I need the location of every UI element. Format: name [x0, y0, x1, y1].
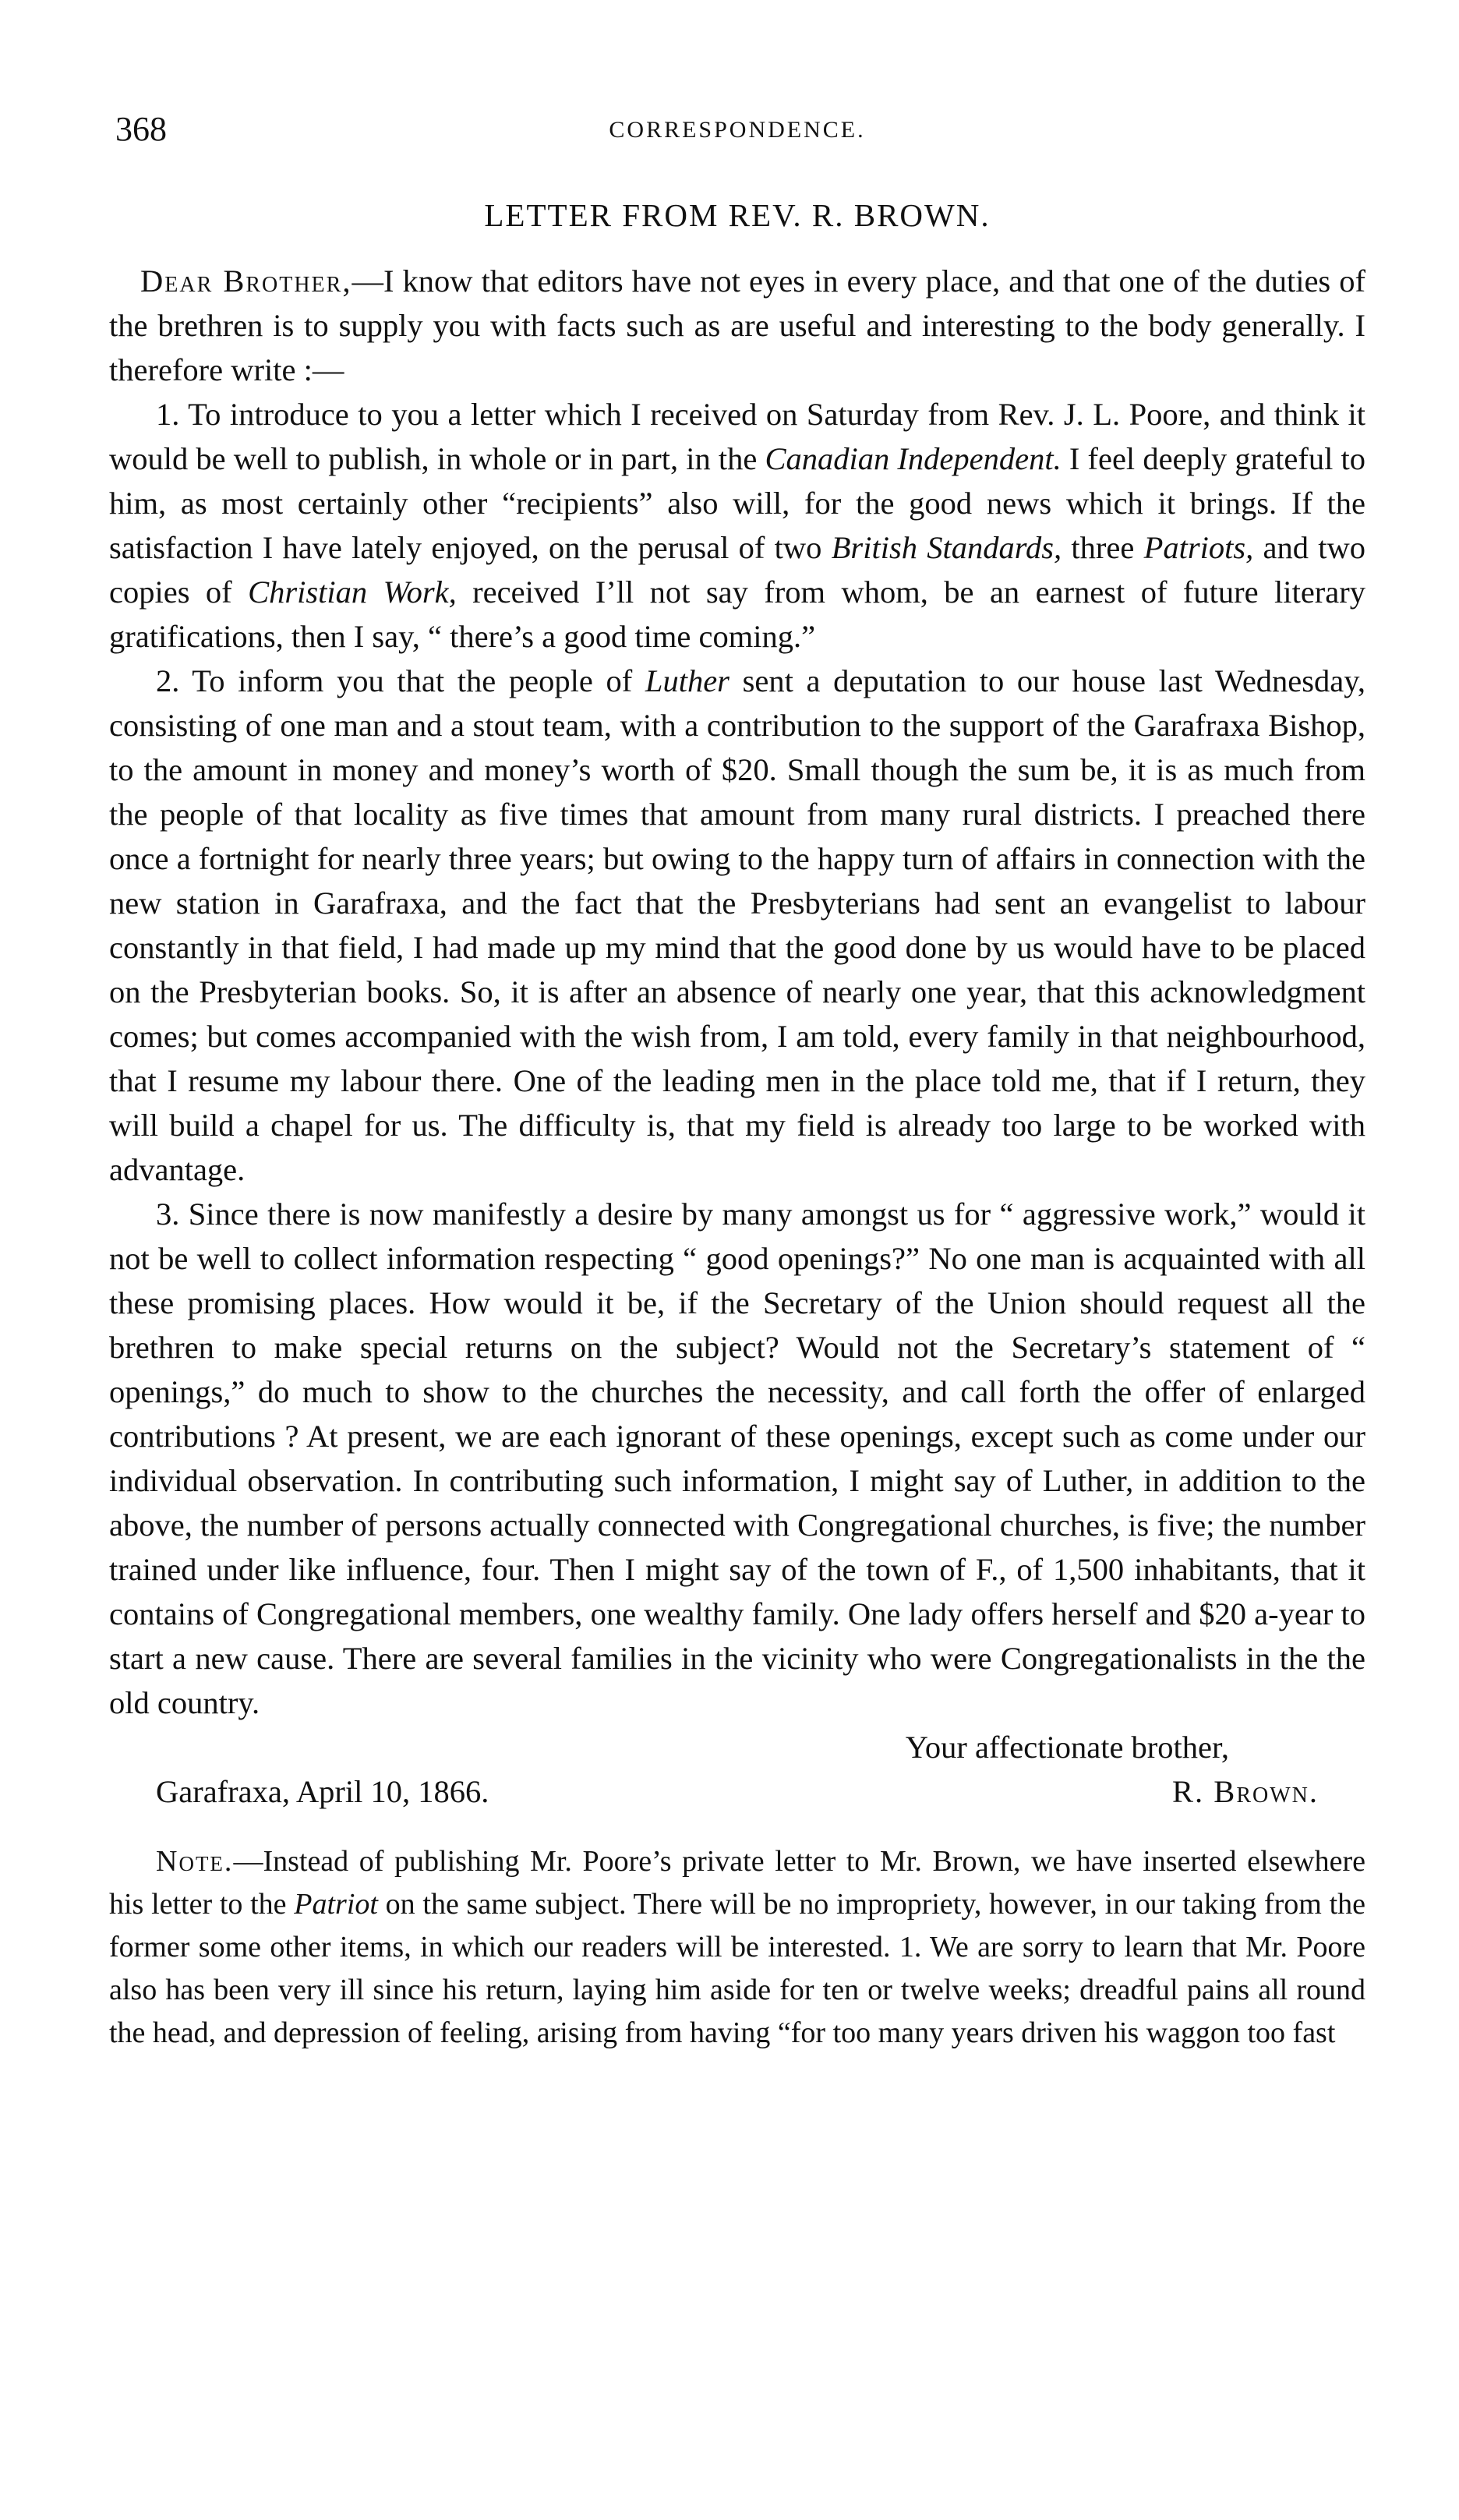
p1-text-b: I feel deeply grateful to him, as most certainly other “recipients” also will, for the good news which it brings. If the satisfaction I have lately enjoyed, on the perusal of two	[109, 441, 1365, 565]
paragraph-1	[109, 392, 1365, 659]
p1-title-canadian-independent: Canadian Independent.	[765, 441, 1062, 476]
intro-text: —I know that editors have not eyes in every place, and that one of the duties of the brethren is to supply you with facts such as are useful and interesting to the body generally. I therefore write :—	[109, 263, 1365, 387]
p1-text-a: 1. To introduce to you a letter which I received on Saturday from Rev. J. L. Poore, and think it would be well to publish, in whole or in part, in the	[109, 397, 1365, 476]
letter-title: LETTER FROM REV. R. BROWN.	[484, 197, 991, 233]
closing: Your affectionate brother,	[905, 1730, 1229, 1765]
running-head	[109, 109, 1365, 164]
note-text-b: on the same subject. There will be no impropriety, however, in our taking from the former some other items, in which our readers will be interested. 1. We are sorry to learn that Mr. Poore also has been very ill since his return, laying him aside for ten or twelve weeks; dreadful pains all round the head, and depression of feeling, arising from having “for too many years driven his waggon too fast	[109, 1888, 1365, 2049]
note-label: Note.	[156, 1845, 234, 1878]
editor-note	[109, 1840, 1365, 2055]
note-title-patriot: Patriot	[294, 1888, 378, 1921]
signature-row	[109, 1769, 1365, 1814]
salutation: Dear Brother,	[140, 263, 352, 299]
p1-text-d: and two copies of	[109, 530, 1365, 610]
running-title: CORRESPONDENCE.	[609, 117, 866, 143]
p2-place-luther: Luther	[645, 663, 730, 698]
p1-title-christian-work: Christian Work,	[248, 574, 457, 610]
paragraph-3: 3. Since there is now manifestly a desire by many amongst us for “ aggressive work,” would it not be well to collect information respecting “ good openings?” No one man is acquainted with all these promising places. How would it be, if the Secretary of the Union should request all the brethren to make special returns on the subject? Would not the Secretary’s statement of “ openings,” do much to show to the churches the necessity, and call forth the offer of enlarged contributions ? At present, we are each ignorant of these openings, except such as come under our individual observation. In contributing such information, I might say of Luther, in addition to the above, the number of persons actually connected with Congregational churches, is five; the number trained under like influence, four. Then I might say of the town of F., of 1,500 inhabitants, that it contains of Congregational members, one wealthy family. One lady offers herself and $20 a-year to start a new cause. There are several families in the vicinity who were Congregationalists in the the old country.	[109, 1196, 1365, 1720]
note-text-a: —Instead of publishing Mr. Poore’s private letter to Mr. Brown, we have inserted elsewhere his letter to the	[109, 1845, 1365, 1921]
p1-text-e: received I’ll not say from whom, be an earnest of future literary gratifications, then I say, “ there’s a good time coming.”	[109, 574, 1365, 654]
p1-text-c: three	[1062, 530, 1144, 565]
page-number: 368	[115, 110, 167, 148]
intro-paragraph	[109, 259, 1365, 392]
p1-title-patriots: Patriots,	[1143, 530, 1254, 565]
paragraph-2	[109, 659, 1365, 1192]
p2-text-a: 2. To inform you that the people of	[156, 663, 645, 698]
place-date: Garafraxa, April 10, 1866.	[156, 1774, 489, 1809]
p2-text-b: sent a deputation to our house last Wednesday, consisting of one man and a stout team, with a contribution to the support of the Garafraxa Bishop, to the amount in money and money’s worth of $20. Small though the sum be, it is as much from the people of that locality as five times that amount from many rural districts. I preached there once a fortnight for nearly three years; but owing to the happy turn of affairs in connection with the new station in Garafraxa, and the fact that the Presbyterians had sent an evangelist to labour constantly in that field, I had made up my mind that the good done by us would have to be placed on the Presbyterian books. So, it is after an absence of nearly one year, that this acknowledgment comes; but comes accompanied with the wish from, I am told, every family in that neighbourhood, that I resume my labour there. One of the leading men in the place told me, that if I return, they will build a chapel for us. The difficulty is, that my field is already too large to be worked with advantage.	[109, 663, 1365, 1187]
signature: R. Brown.	[1172, 1774, 1319, 1809]
p1-title-british-standards: British Standards,	[831, 530, 1062, 565]
